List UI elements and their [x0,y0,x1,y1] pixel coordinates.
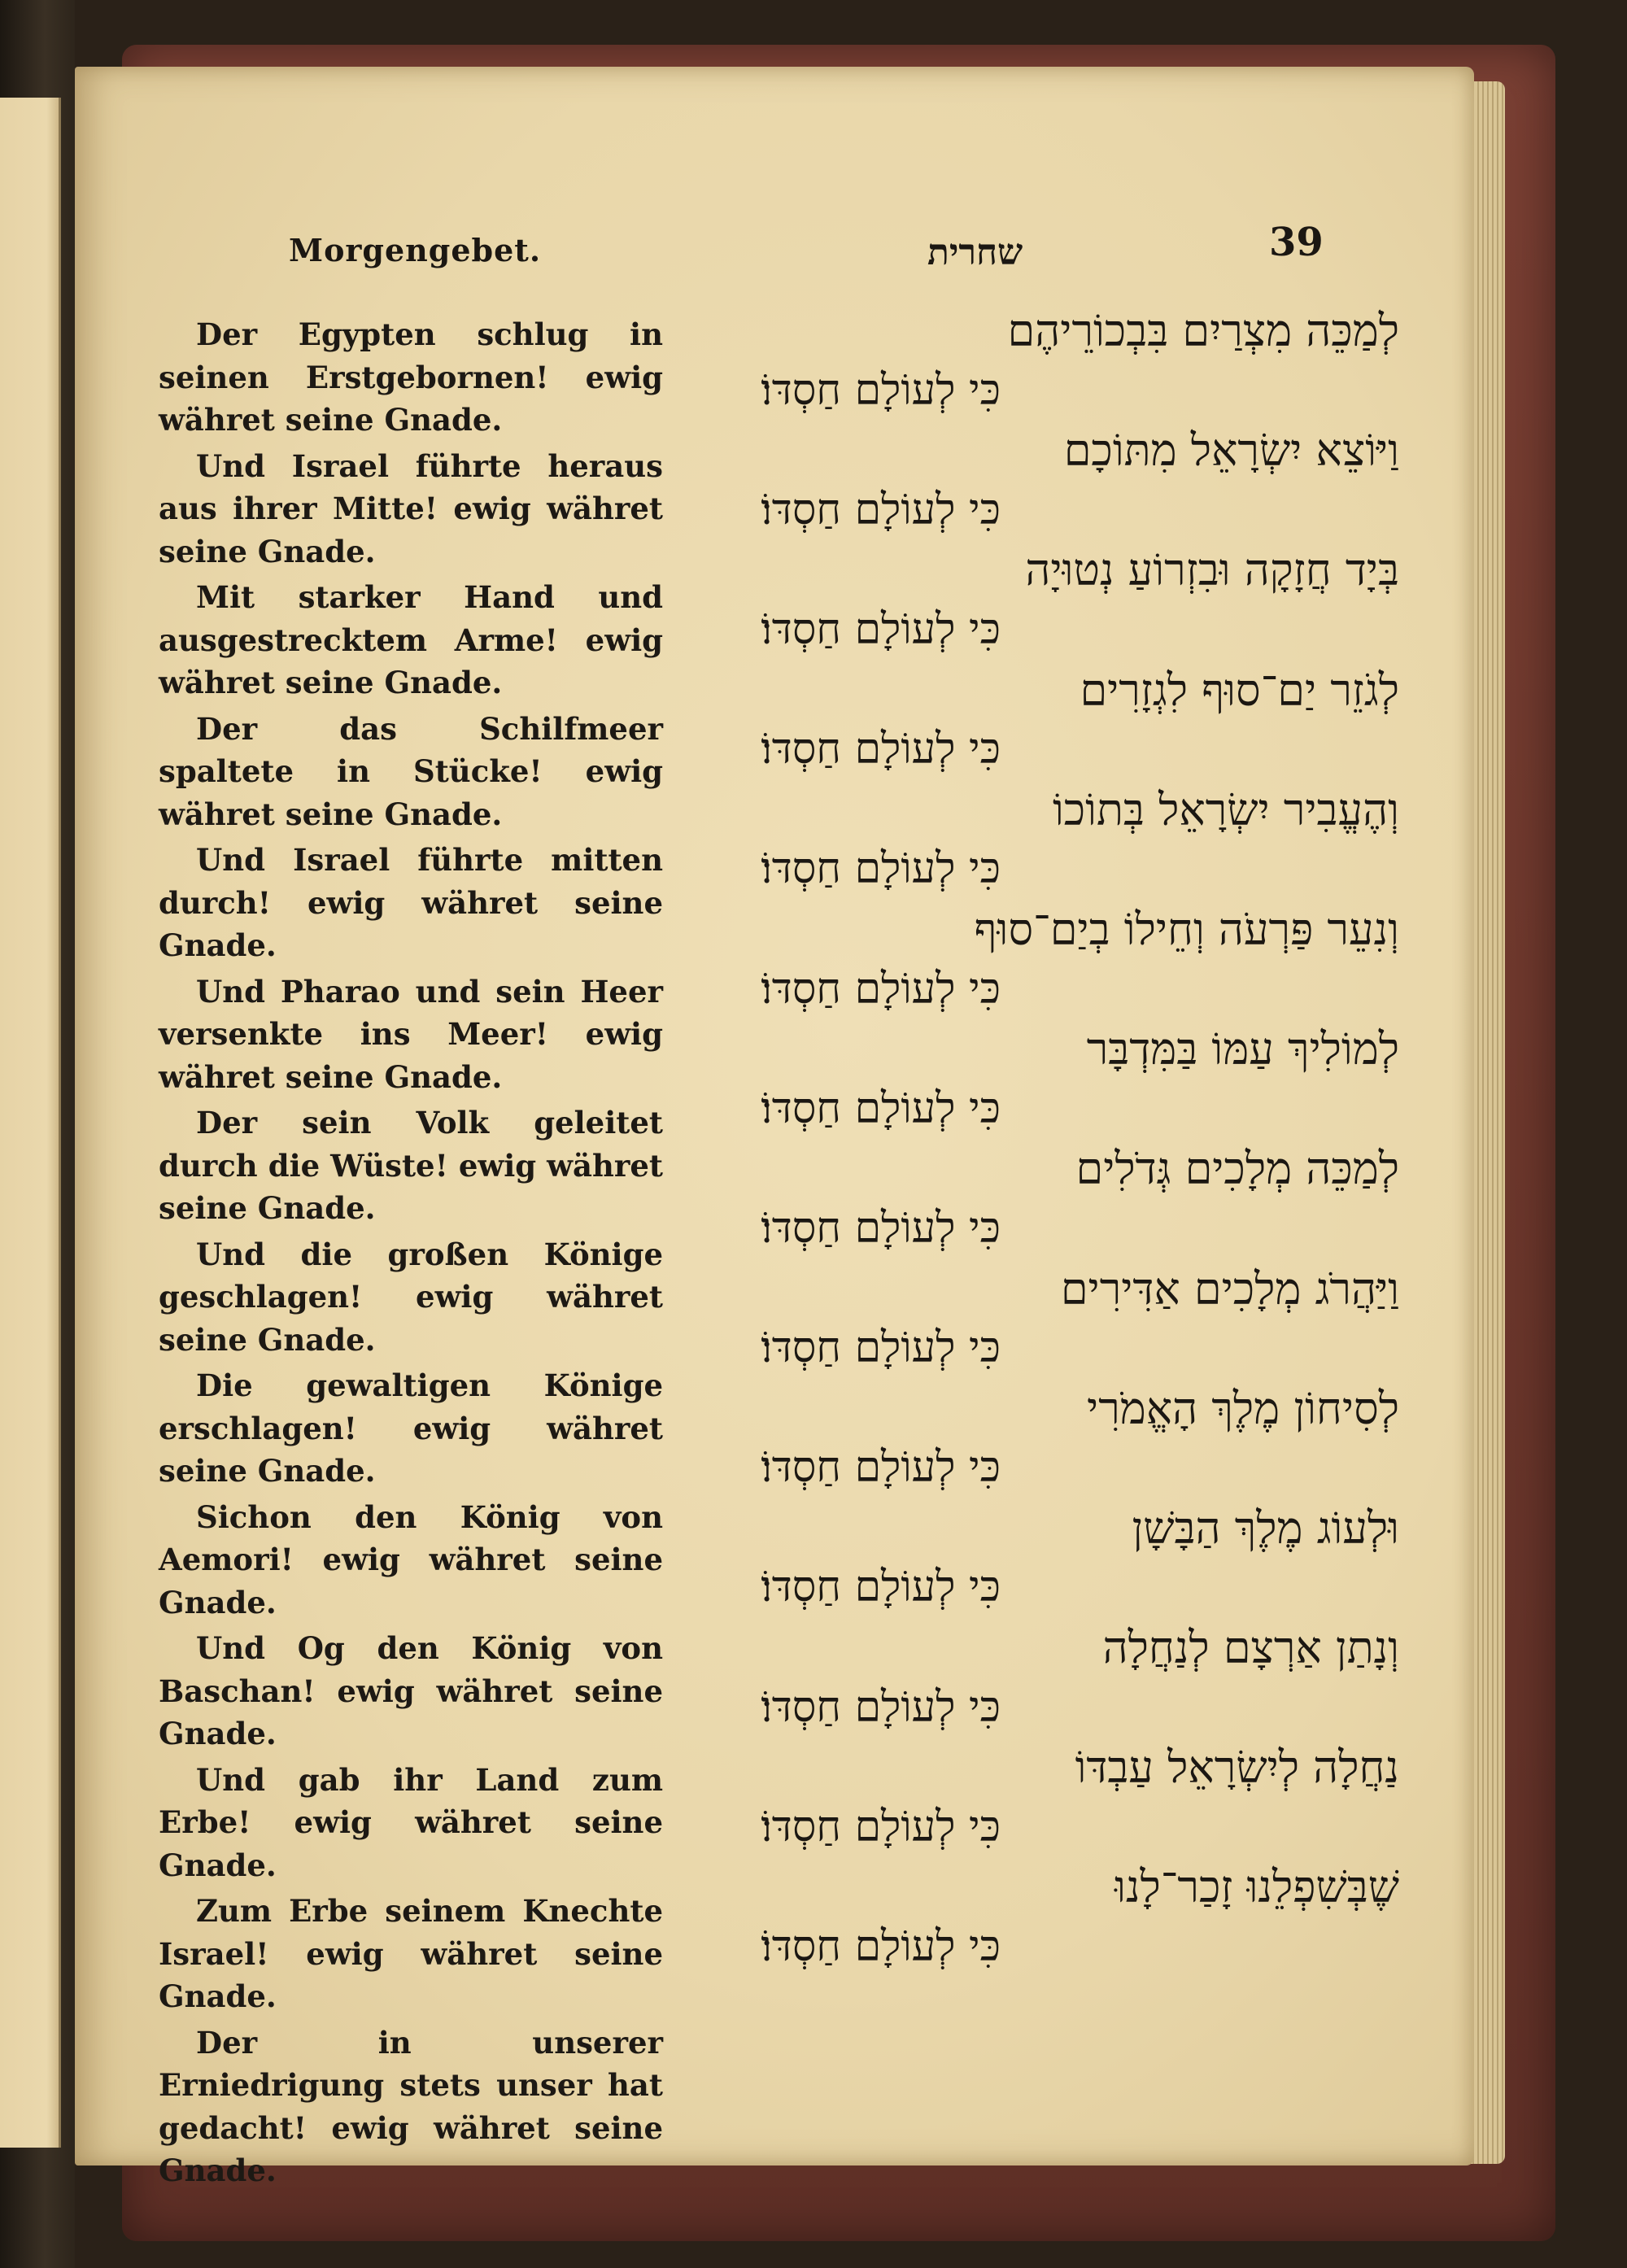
hebrew-verse: וְנָתַן אַרְצָם לְנַחֲלָה [1102,1622,1399,1674]
hebrew-refrain: כִּי לְעוֹלָם חַסְדּוֹ׃ [761,1203,1001,1253]
hebrew-refrain: כִּי לְעוֹלָם חַסְדּוֹ׃ [761,1922,1001,1972]
hebrew-verse: לְמַכֵּה מְלָכִים גְּדֹלִים [1075,1143,1399,1195]
german-translation-column [159,313,663,2196]
hebrew-refrain: כִּי לְעוֹלָם חַסְדּוֹ׃ [761,725,1001,774]
hebrew-verse: וּלְעוֹג מֶלֶךְ הַבָּשָׁן [1132,1502,1399,1554]
german-verse: Der sein Volk geleitet durch die Wüste! ewig währet seine Gnade. [159,1105,663,1226]
german-verse: Der Egypten schlug in seinen Erstgebornen! ewig währet seine Gnade. [159,316,663,438]
page-number: 39 [1269,220,1324,265]
hebrew-verse: וַיַּהֲרֹג מְלָכִים אַדִּירִים [1060,1263,1399,1315]
hebrew-refrain: כִּי לְעוֹלָם חַסְדּוֹ׃ [761,1443,1001,1493]
running-head-hebrew: שחרית [927,232,1023,273]
hebrew-verse: לְסִיחוֹן מֶלֶךְ הָאֱמֹרִי [1087,1382,1399,1434]
hebrew-refrain: כִּי לְעוֹלָם חַסְדּוֹ׃ [761,1802,1001,1851]
hebrew-refrain: כִּי לְעוֹלָם חַסְדּוֹ׃ [761,1084,1001,1133]
german-verse: Der das Schilfmeer spaltete in Stücke! ewig währet seine Gnade. [159,710,663,832]
german-verse: Sichon den König von Aemori! ewig währet seine Gnade. [159,1498,663,1620]
hebrew-verse: שֶׁבְּשִׁפְלֵנוּ זָכַר־לָנוּ [1114,1861,1399,1913]
german-verse: Und Og den König von Baschan! ewig währet seine Gnade. [159,1630,663,1751]
german-verse: Und Israel führte heraus aus ihrer Mitte! ewig währet seine Gnade. [159,447,663,569]
german-verse: Mit starker Hand und ausgestrecktem Arme! ewig währet seine Gnade. [159,579,663,700]
hebrew-verse: וְנִעֵר פַּרְעֹה וְחֵילוֹ בְיַם־סוּף [974,903,1399,955]
german-verse: Und Pharao und sein Heer versenkte ins Meer! ewig währet seine Gnade. [159,973,663,1095]
hebrew-refrain: כִּי לְעוֹלָם חַסְדּוֹ׃ [761,485,1001,534]
hebrew-text-column [683,301,1399,1978]
hebrew-verse: לְגֹזֵר יַם־סוּף לִגְזָרִים [1080,664,1399,716]
hebrew-verse: בְּיָד חֲזָקָה וּבִזְרוֹעַ נְטוּיָה [1025,544,1399,596]
hebrew-verse: נַחֲלָה לְיִשְׂרָאֵל עַבְדּוֹ [1075,1742,1399,1794]
hebrew-verse: לְמַכֵּה מִצְרַיִם בִּבְכוֹרֵיהֶם [1007,305,1399,356]
left-page-edge [0,98,61,2148]
hebrew-refrain: כִּי לְעוֹלָם חַסְדּוֹ׃ [761,1324,1001,1373]
hebrew-verse: וַיּוֹצֵא יִשְׂרָאֵל מִתּוֹכָם [1063,425,1399,477]
hebrew-refrain: כִּי לְעוֹלָם חַסְדּוֹ׃ [761,844,1001,894]
hebrew-refrain: כִּי לְעוֹלָם חַסְדּוֹ׃ [761,1682,1001,1732]
german-verse: Und die großen Könige geschlagen! ewig währet seine Gnade. [159,1236,663,1358]
hebrew-refrain: כִּי לְעוֹלָם חַסְדּוֹ׃ [761,964,1001,1014]
hebrew-verse: וְהֶעֱבִיר יִשְׂרָאֵל בְּתוֹכוֹ [1052,783,1399,835]
german-verse: Zum Erbe seinem Knechte Israel! ewig währet seine Gnade. [159,1893,663,2014]
hebrew-refrain: כִּי לְעוֹלָם חַסְדּוֹ׃ [761,1563,1001,1612]
hebrew-verse: לְמוֹלִיךְ עַמּוֹ בַּמִּדְבָּר [1086,1023,1399,1075]
german-verse: Die gewaltigen Könige erschlagen! ewig währet seine Gnade. [159,1367,663,1489]
german-verse: Und Israel führte mitten durch! ewig währet seine Gnade. [159,842,663,963]
running-head-german: Morgengebet. [289,232,542,268]
hebrew-refrain: כִּי לְעוֹלָם חַסְדּוֹ׃ [761,365,1001,415]
german-verse: Der in unserer Erniedrigung stets unser hat gedacht! ewig währet seine Gnade. [159,2024,663,2188]
german-verse: Und gab ihr Land zum Erbe! ewig währet seine Gnade. [159,1761,663,1883]
hebrew-refrain: כִּי לְעוֹלָם חַסְדּוֹ׃ [761,604,1001,654]
